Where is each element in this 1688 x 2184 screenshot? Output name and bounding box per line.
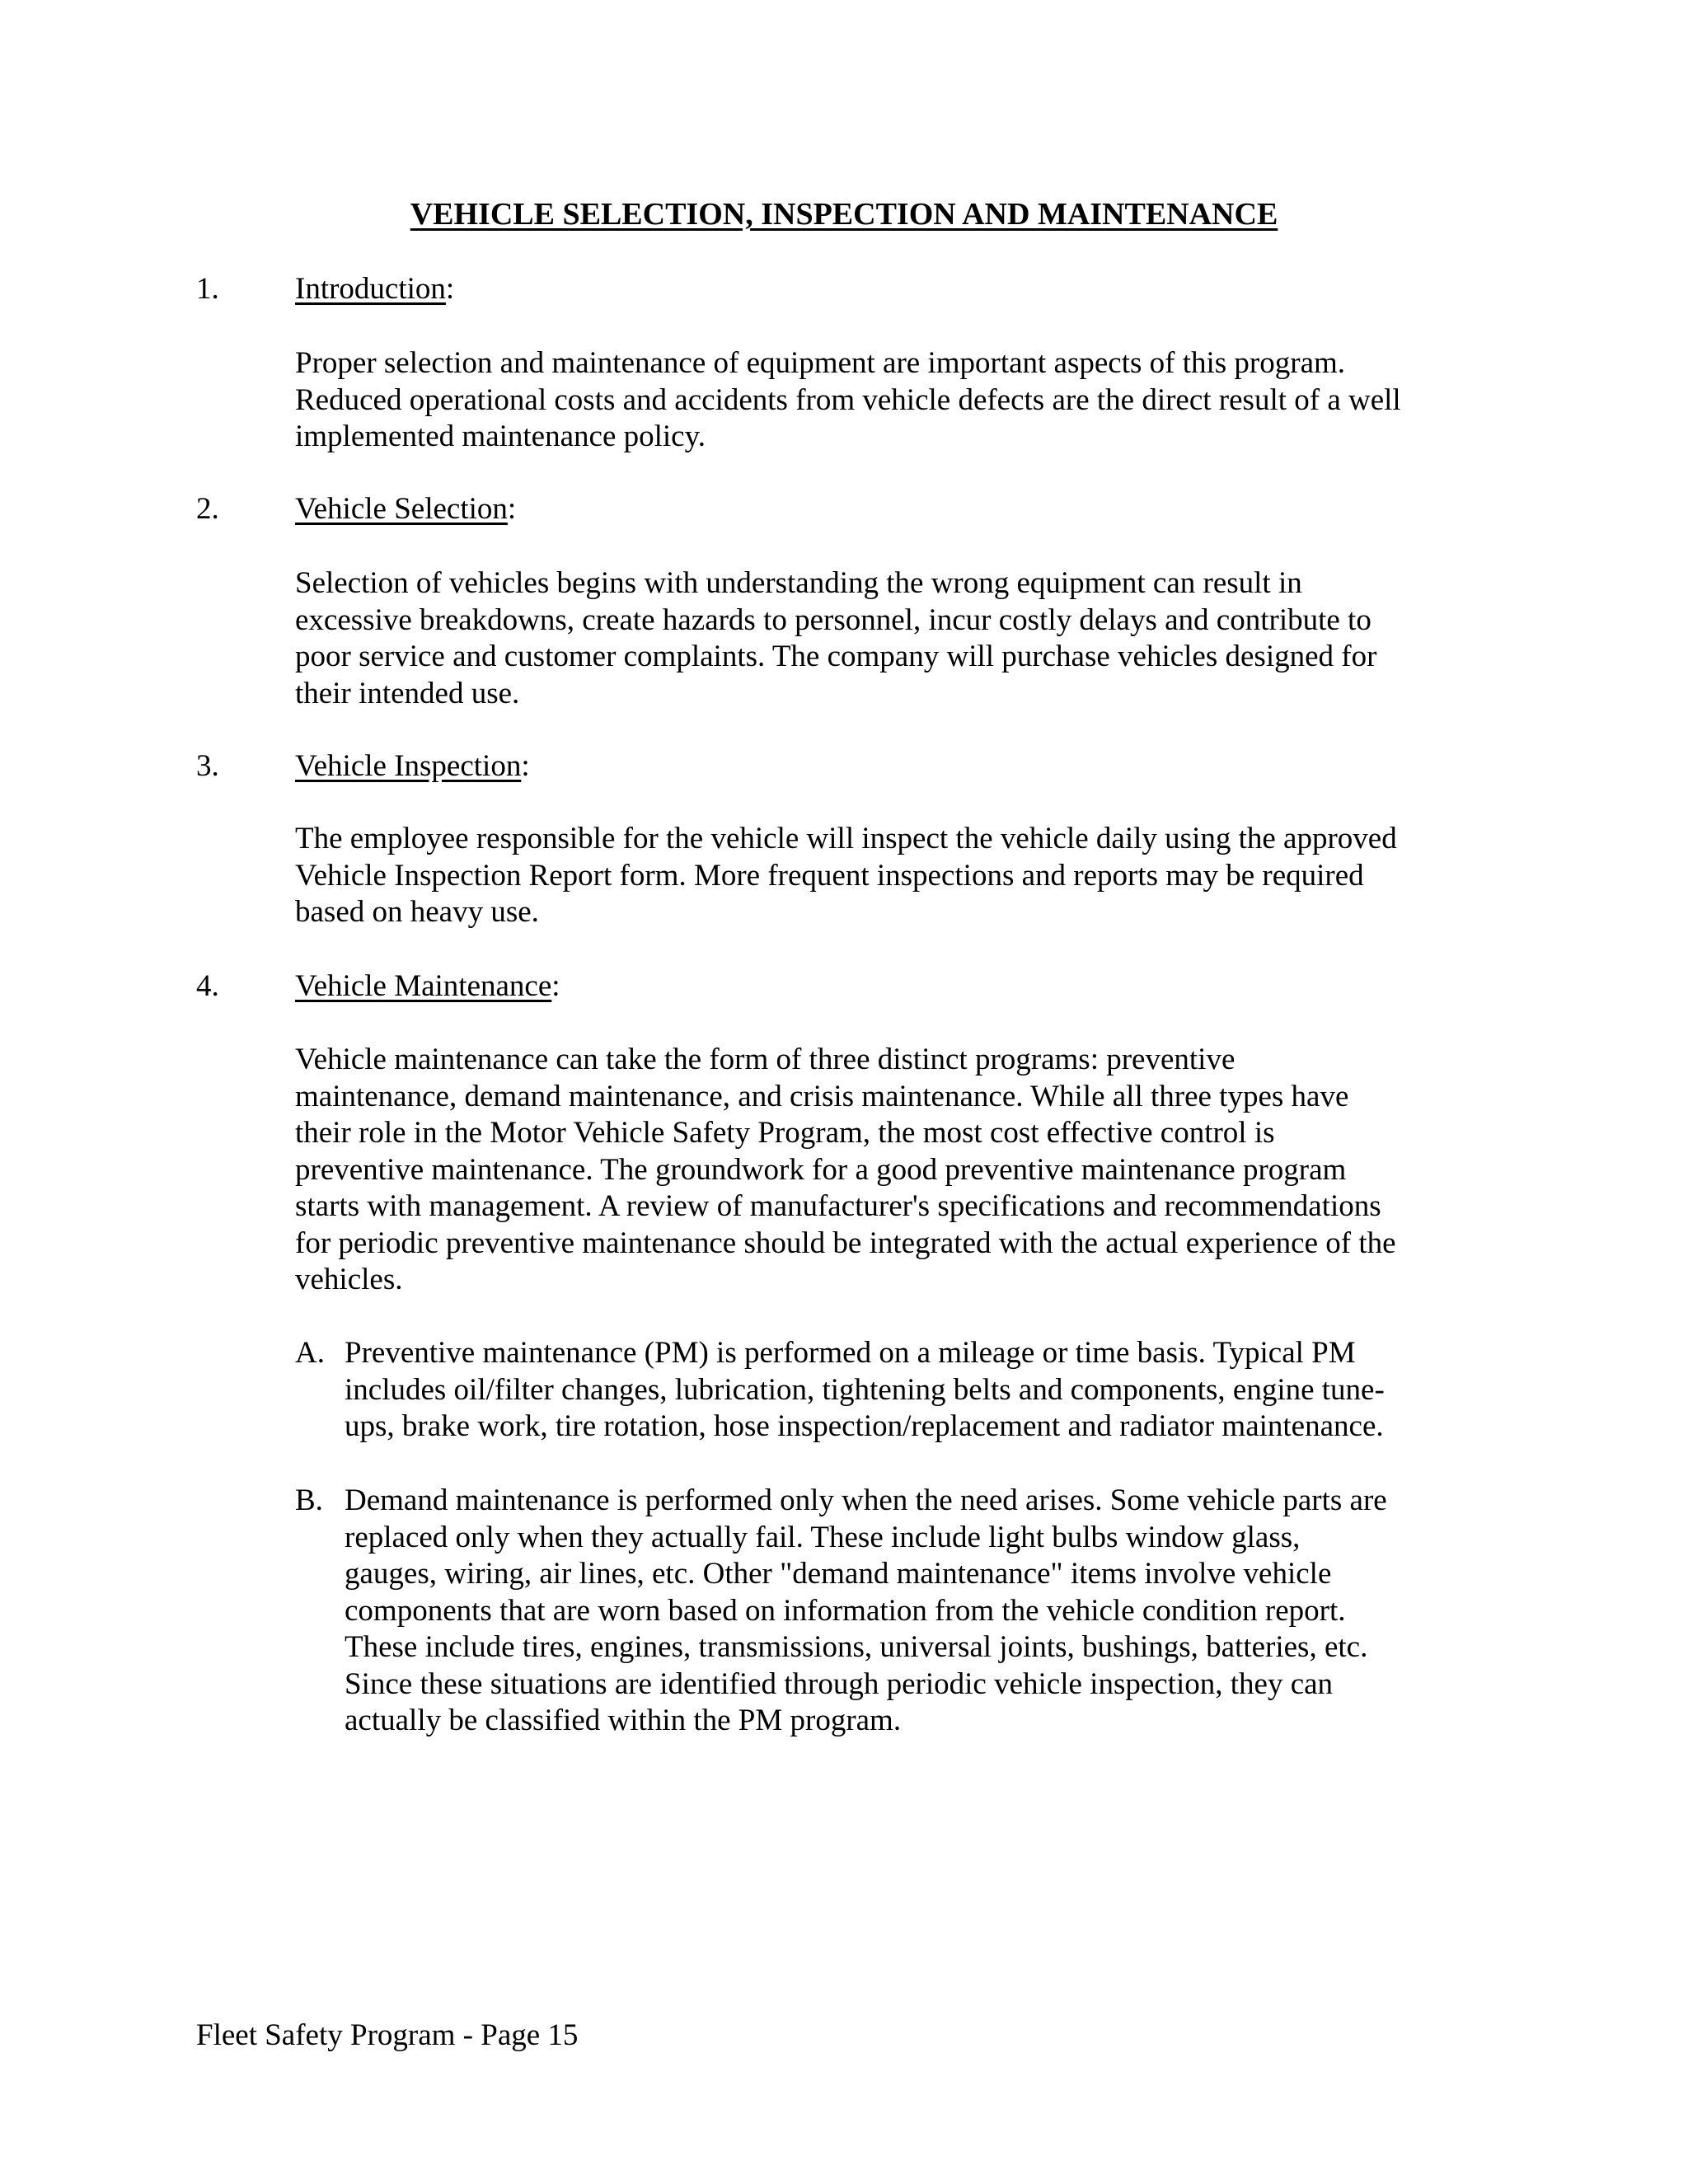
paragraph-line: based on heavy use. [295, 895, 539, 929]
list-item-line: ups, brake work, tire rotation, hose inspection/replacement and radiator maintenance. [345, 1409, 1384, 1443]
paragraph-line: Proper selection and maintenance of equipment are important aspects of this program. [295, 346, 1346, 380]
list-item-line: gauges, wiring, air lines, etc. Other "demand maintenance" items involve vehicle [345, 1557, 1332, 1591]
section-heading-vehicle-selection [196, 490, 516, 529]
list-item-line: actually be classified within the PM program. [345, 1704, 902, 1737]
section-number: 2. [196, 492, 219, 526]
section-number: 3. [196, 749, 219, 783]
section-heading-introduction [196, 269, 454, 309]
list-item-marker: B. [295, 1483, 323, 1517]
section-heading-label: Vehicle Selection [295, 492, 508, 526]
list-item-line: Preventive maintenance (PM) is performed on a mileage or time basis. Typical PM [345, 1336, 1356, 1370]
paragraph-line: Reduced operational costs and accidents from vehicle defects are the direct result of a well [295, 382, 1401, 417]
list-item-marker: A. [295, 1336, 325, 1370]
paragraph-line: preventive maintenance. The groundwork for a good preventive maintenance program [295, 1152, 1347, 1187]
section-heading-colon: : [521, 749, 530, 783]
section-number: 4. [196, 969, 219, 1003]
paragraph-line: Selection of vehicles begins with understanding the wrong equipment can result in [295, 566, 1302, 600]
paragraph-line: vehicles. [295, 1263, 403, 1296]
paragraph-line: maintenance, demand maintenance, and crisis maintenance. While all three types have [295, 1079, 1349, 1113]
section-heading-colon: : [551, 969, 560, 1003]
list-item-line: includes oil/filter changes, lubrication, tightening belts and components, engine tune- [345, 1372, 1385, 1407]
list-item-body [345, 1483, 1387, 1740]
section-heading-colon: : [445, 272, 455, 306]
list-item-line: replaced only when they actually fail. These include light bulbs window glass, [345, 1520, 1301, 1554]
paragraph-line: Vehicle maintenance can take the form of three distinct programs: preventive [295, 1043, 1236, 1076]
section-heading-label: Vehicle Inspection [295, 749, 522, 783]
section-heading-colon: : [507, 492, 517, 526]
paragraph-line: their role in the Motor Vehicle Safety Program, the most cost effective control is [295, 1116, 1275, 1150]
paragraph-line: for periodic preventive maintenance should be integrated with the actual experience of the [295, 1226, 1396, 1260]
paragraph-line: Vehicle Inspection Report form. More frequent inspections and reports may be required [295, 858, 1364, 893]
section-heading-label: Vehicle Maintenance [295, 969, 552, 1003]
section-paragraph-introduction [295, 345, 1498, 456]
section-heading-vehicle-maintenance [196, 967, 560, 1006]
list-item-line: components that are worn based on information from the vehicle condition report. [345, 1593, 1346, 1628]
paragraph-line: their intended use. [295, 676, 520, 710]
paragraph-line: starts with management. A review of manufacturer's specifications and recommendations [295, 1189, 1381, 1223]
section-paragraph-vehicle-inspection [295, 821, 1498, 931]
section-number: 1. [196, 272, 219, 306]
page-footer: Fleet Safety Program - Page 15 [196, 2018, 579, 2052]
paragraph-line: poor service and customer complaints. The company will purchase vehicles designed for [295, 640, 1377, 673]
paragraph-line: implemented maintenance policy. [295, 419, 706, 453]
section-paragraph-vehicle-maintenance [295, 1042, 1498, 1299]
list-item-line: Demand maintenance is performed only when the need arises. Some vehicle parts are [345, 1483, 1387, 1517]
list-item-line: Since these situations are identified through periodic vehicle inspection, they can [345, 1666, 1334, 1701]
document-title: VEHICLE SELECTION, INSPECTION AND MAINTENANCE [410, 197, 1278, 232]
section-paragraph-vehicle-selection [295, 565, 1498, 712]
paragraph-line: excessive breakdowns, create hazards to personnel, incur costly delays and contribute to [295, 602, 1372, 637]
section-heading-vehicle-inspection [196, 747, 530, 786]
paragraph-line: The employee responsible for the vehicle will inspect the vehicle daily using the approved [295, 822, 1397, 855]
list-item-body [345, 1335, 1385, 1446]
section-heading-label: Introduction [295, 272, 446, 306]
list-item-line: These include tires, engines, transmissions, universal joints, bushings, batteries, etc. [345, 1630, 1368, 1664]
